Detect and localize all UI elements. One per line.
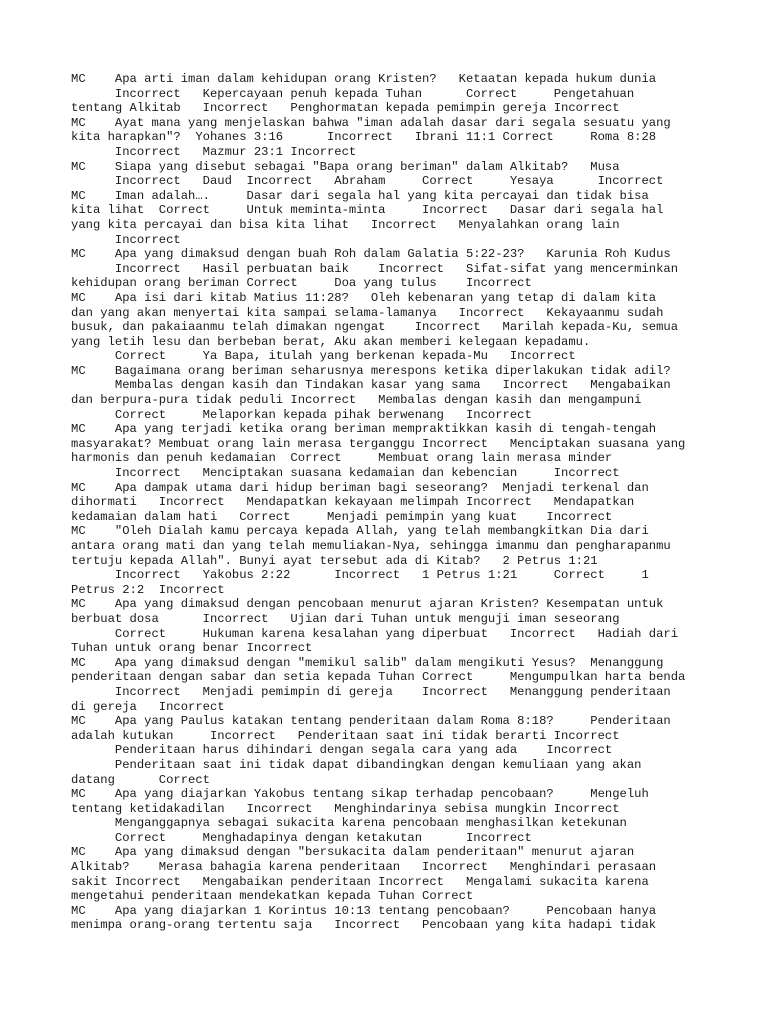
- text-line: menimpa orang-orang tertentu saja Incorrect Pencobaan yang kita hadapi tidak: [71, 918, 657, 933]
- text-line: kita lihat Correct Untuk meminta-minta Incorrect Dasar dari segala hal: [71, 203, 664, 218]
- text-line: MC Apa yang dimaksud dengan "memikul salib" dalam mengikuti Yesus? Menanggung: [71, 655, 664, 670]
- text-line: Incorrect Hasil perbuatan baik Incorrect Sifat-sifat yang mencerminkan: [71, 261, 679, 276]
- text-line: Menganggapnya sebagai sukacita karena pencobaan menghasilkan ketekunan: [71, 816, 627, 831]
- text-line: Penderitaan saat ini tidak dapat dibandingkan dengan kemuliaan yang akan: [71, 757, 642, 772]
- text-line: Incorrect Daud Incorrect Abraham Correct Yesaya Incorrect: [71, 174, 664, 189]
- text-line: dan yang akan menyertai kita sampai selama-lamanya Incorrect Kekayaanmu sudah: [71, 305, 664, 320]
- text-line: MC Ayat mana yang menjelaskan bahwa "iman adalah dasar dari segala sesuatu yang: [71, 115, 671, 130]
- text-line: Incorrect Mazmur 23:1 Incorrect: [71, 144, 357, 159]
- text-line: MC Apa arti iman dalam kehidupan orang Kristen? Ketaatan kepada hukum dunia: [71, 72, 657, 86]
- text-line: tertuju kepada Allah". Bunyi ayat tersebut ada di Kitab? 2 Petrus 1:21: [71, 553, 598, 568]
- text-line: dan berpura-pura tidak peduli Incorrect Membalas dengan kasih dan mengampuni: [71, 393, 642, 408]
- text-line: MC "Oleh Dialah kamu percaya kepada Allah, yang telah membangkitkan Dia dari: [71, 524, 649, 539]
- text-line: MC Apa isi dari kitab Matius 11:28? Oleh kebenaran yang tetap di dalam kita: [71, 290, 657, 305]
- text-line: yang kita percayai dan bisa kita lihat Incorrect Menyalahkan orang lain: [71, 217, 620, 232]
- text-line: Alkitab? Merasa bahagia karena penderitaan Incorrect Menghindari perasaan: [71, 860, 657, 875]
- text-line: MC Apa yang terjadi ketika orang beriman mempraktikkan kasih di tengah-tengah: [71, 422, 657, 437]
- text-line: Petrus 2:2 Incorrect: [71, 582, 225, 597]
- text-line: Correct Melaporkan kepada pihak berwenang Incorrect: [71, 407, 532, 422]
- text-line: MC Apa yang diajarkan 1 Korintus 10:13 tentang pencobaan? Pencobaan hanya: [71, 903, 657, 918]
- text-line: yang letih lesu dan berbeban berat, Aku akan memberi kelegaan kepadamu.: [71, 334, 591, 349]
- document-body: [71, 72, 728, 933]
- text-line: Correct Menghadapinya dengan ketakutan Incorrect: [71, 830, 532, 845]
- text-line: MC Iman adalah…. Dasar dari segala hal yang kita percayai dan tidak bisa: [71, 188, 649, 203]
- text-line: Incorrect Menciptakan suasana kedamaian dan kebencian Incorrect: [71, 466, 620, 481]
- text-line: MC Siapa yang disebut sebagai "Bapa orang beriman" dalam Alkitab? Musa: [71, 159, 620, 174]
- text-line: Incorrect Yakobus 2:22 Incorrect 1 Petrus 1:21 Correct 1: [71, 568, 649, 583]
- text-line: adalah kutukan Incorrect Penderitaan saat ini tidak berarti Incorrect: [71, 728, 620, 743]
- text-line: tentang ketidakadilan Incorrect Menghindarinya sebisa mungkin Incorrect: [71, 801, 620, 816]
- text-line: busuk, dan pakaiaanmu telah dimakan ngengat Incorrect Marilah kepada-Ku, semua: [71, 320, 679, 335]
- text-line: harmonis dan penuh kedamaian Correct Membuat orang lain merasa minder: [71, 451, 613, 466]
- text-line: Correct Ya Bapa, itulah yang berkenan kepada-Mu Incorrect: [71, 349, 576, 364]
- text-line: kehidupan orang beriman Correct Doa yang tulus Incorrect: [71, 276, 532, 291]
- text-line: antara orang mati dan yang telah memuliakan-Nya, sehingga imanmu dan pengharapanmu: [71, 539, 671, 553]
- text-line: kedamaian dalam hati Correct Menjadi pemimpin yang kuat Incorrect: [71, 509, 613, 524]
- text-line: Incorrect Kepercayaan penuh kepada Tuhan Correct Pengetahuan: [71, 86, 635, 101]
- text-line: mengetahui penderitaan mendekatkan kepada Tuhan Correct: [71, 889, 474, 904]
- text-line: MC Apa dampak utama dari hidup beriman bagi seseorang? Menjadi terkenal dan: [71, 480, 649, 495]
- text-line: MC Apa yang diajarkan Yakobus tentang sikap terhadap pencobaan? Mengeluh: [71, 787, 649, 802]
- text-line: Incorrect: [71, 232, 181, 247]
- text-line: kita harapkan"? Yohanes 3:16 Incorrect Ibrani 11:1 Correct Roma 8:28: [71, 130, 657, 145]
- text-line: berbuat dosa Incorrect Ujian dari Tuhan untuk menguji iman seseorang: [71, 611, 620, 626]
- text-line: MC Apa yang Paulus katakan tentang penderitaan dalam Roma 8:18? Penderitaan: [71, 714, 671, 729]
- text-line: Membalas dengan kasih dan Tindakan kasar yang sama Incorrect Mengabaikan: [71, 378, 671, 393]
- text-line: MC Bagaimana orang beriman seharusnya merespons ketika diperlakukan tidak adil?: [71, 363, 671, 378]
- text-line: penderitaan dengan sabar dan setia kepada Tuhan Correct Mengumpulkan harta benda: [71, 670, 686, 685]
- text-line: Correct Hukuman karena kesalahan yang diperbuat Incorrect Hadiah dari: [71, 626, 679, 641]
- text-line: Incorrect Menjadi pemimpin di gereja Incorrect Menanggung penderitaan: [71, 684, 671, 699]
- text-line: Tuhan untuk orang benar Incorrect: [71, 641, 313, 656]
- text-line: MC Apa yang dimaksud dengan "bersukacita dalam penderitaan" menurut ajaran: [71, 845, 635, 860]
- text-line: sakit Incorrect Mengabaikan penderitaan Incorrect Mengalami sukacita karena: [71, 874, 649, 889]
- text-line: tentang Alkitab Incorrect Penghormatan kepada pemimpin gereja Incorrect: [71, 101, 620, 116]
- text-line: masyarakat? Membuat orang lain merasa terganggu Incorrect Menciptakan suasana yang: [71, 436, 686, 451]
- text-line: di gereja Incorrect: [71, 699, 225, 714]
- text-line: MC Apa yang dimaksud dengan pencobaan menurut ajaran Kristen? Kesempatan untuk: [71, 597, 664, 612]
- text-line: datang Correct: [71, 772, 210, 787]
- text-line: MC Apa yang dimaksud dengan buah Roh dalam Galatia 5:22-23? Karunia Roh Kudus: [71, 247, 671, 262]
- text-line: dihormati Incorrect Mendapatkan kekayaan melimpah Incorrect Mendapatkan: [71, 495, 635, 510]
- text-line: Penderitaan harus dihindari dengan segala cara yang ada Incorrect: [71, 743, 613, 758]
